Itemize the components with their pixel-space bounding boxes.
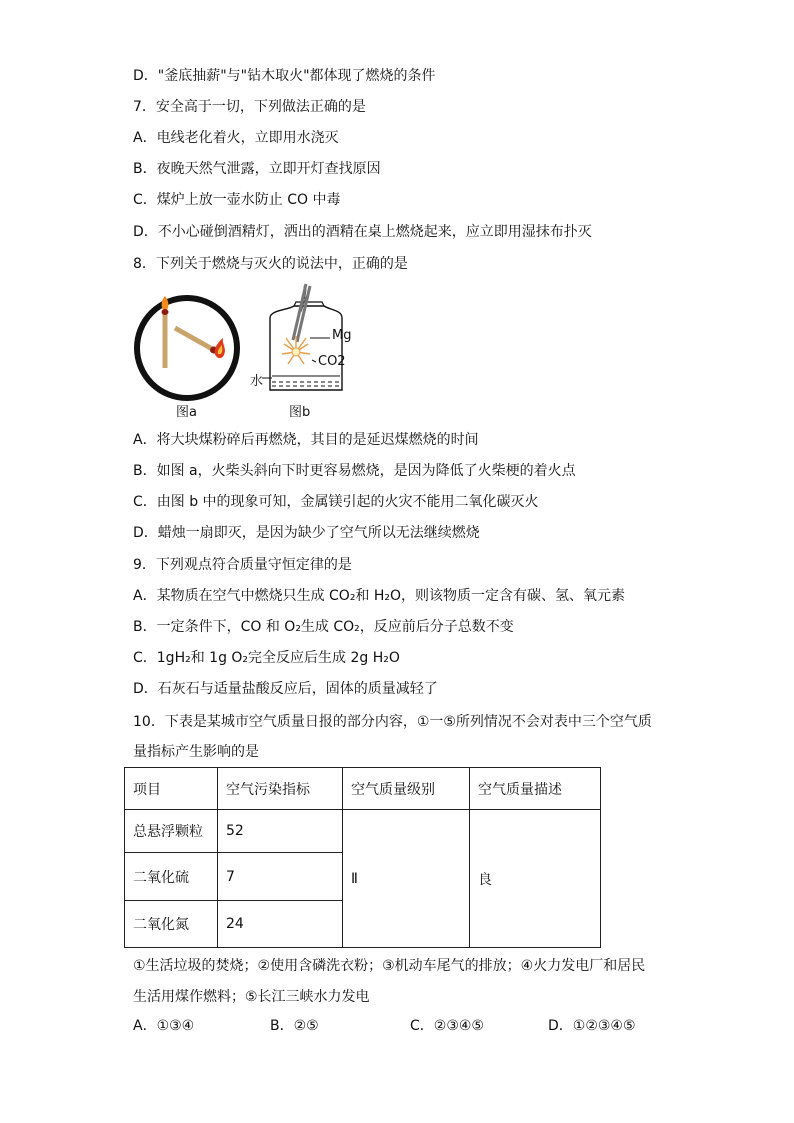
q7-option-a: A．电线老化着火，立即用水浇灭: [133, 130, 339, 146]
q9-option-d: D．石灰石与适量盐酸反应后，固体的质量减轻了: [133, 681, 438, 697]
q7-option-b: B．夜晚天然气泄露，立即开灯查找原因: [133, 161, 381, 177]
q6-option-d: D．"釜底抽薪"与"钻木取火"都体现了燃烧的条件: [133, 68, 436, 84]
q9-option-a: A．某物质在空气中燃烧只生成 CO₂和 H₂O，则该物质一定含有碳、氢、氧元素: [133, 588, 626, 604]
q10-list-line1: ①生活垃圾的焚烧；②使用含磷洗衣粉；③机动车尾气的排放；④火力发电厂和居民: [133, 958, 646, 974]
q10-option-b: B．②⑤: [270, 1018, 319, 1034]
figure-b-water-label: 水: [250, 374, 264, 389]
table-row: [125, 810, 601, 853]
table-header-level: 空气质量级别: [343, 768, 470, 810]
q9-stem: 9．下列观点符合质量守恒定律的是: [133, 557, 352, 573]
table-cell-index: 24: [218, 901, 343, 948]
q10-option-d: D．①②③④⑤: [548, 1018, 636, 1034]
table-header-description: 空气质量描述: [470, 768, 601, 810]
q9-option-b: B．一定条件下，CO 和 O₂生成 CO₂，反应前后分子总数不变: [133, 619, 514, 635]
q7-option-c: C．煤炉上放一壶水防止 CO 中毒: [133, 192, 341, 208]
q8-stem: 8．下列关于燃烧与灭火的说法中，正确的是: [133, 256, 408, 272]
q10-option-a: A．①③④: [133, 1018, 195, 1034]
table-header-row: [125, 768, 601, 810]
q10-stem-line2: 量指标产生影响的是: [133, 744, 259, 760]
figure-b-mg-label: Mg: [332, 328, 352, 343]
figure-a-matches: [132, 292, 244, 404]
figure-a-caption: 图a: [176, 405, 197, 420]
q10-option-c: C．②③④⑤: [410, 1018, 484, 1034]
figure-b-caption: 图b: [289, 405, 311, 420]
table-cell-index: 7: [218, 853, 343, 901]
table-cell-item: 总悬浮颗粒: [125, 810, 218, 853]
q8-option-c: C．由图 b 中的现象可知，金属镁引起的火灾不能用二氧化碳灭火: [133, 494, 539, 510]
q7-option-d: D．不小心碰倒酒精灯，洒出的酒精在桌上燃烧起来，应立即用湿抹布扑灭: [133, 224, 592, 240]
air-quality-table: [124, 767, 601, 948]
q9-option-c: C．1gH₂和 1g O₂完全反应后生成 2g H₂O: [133, 650, 400, 666]
q8-option-d: D．蜡烛一扇即灭，是因为缺少了空气所以无法继续燃烧: [133, 525, 480, 541]
figure-b-co2-label: CO2: [318, 354, 346, 369]
table-cell-index: 52: [218, 810, 343, 853]
table-cell-item: 二氧化氮: [125, 901, 218, 948]
table-header-item: 项目: [125, 768, 218, 810]
jar-outline: [270, 306, 342, 390]
q8-option-a: A．将大块煤粉碎后再燃烧，其目的是延迟煤燃烧的时间: [133, 432, 479, 448]
table-cell-item: 二氧化硫: [125, 853, 218, 901]
table-cell-description: 良: [470, 810, 601, 948]
table-cell-level: Ⅱ: [343, 810, 470, 948]
q10-stem-line1: 10．下表是某城市空气质量日报的部分内容，①一⑤所列情况不会对表中三个空气质: [133, 714, 652, 730]
q8-option-b: B．如图 a，火柴头斜向下时更容易燃烧，是因为降低了火柴梗的着火点: [133, 463, 576, 479]
q10-list-line2: 生活用煤作燃料；⑤长江三峡水力发电: [133, 989, 370, 1005]
table-header-index: 空气污染指标: [218, 768, 343, 810]
match-slanted-stick: [175, 328, 214, 350]
q7-stem: 7．安全高于一切，下列做法正确的是: [133, 99, 366, 115]
